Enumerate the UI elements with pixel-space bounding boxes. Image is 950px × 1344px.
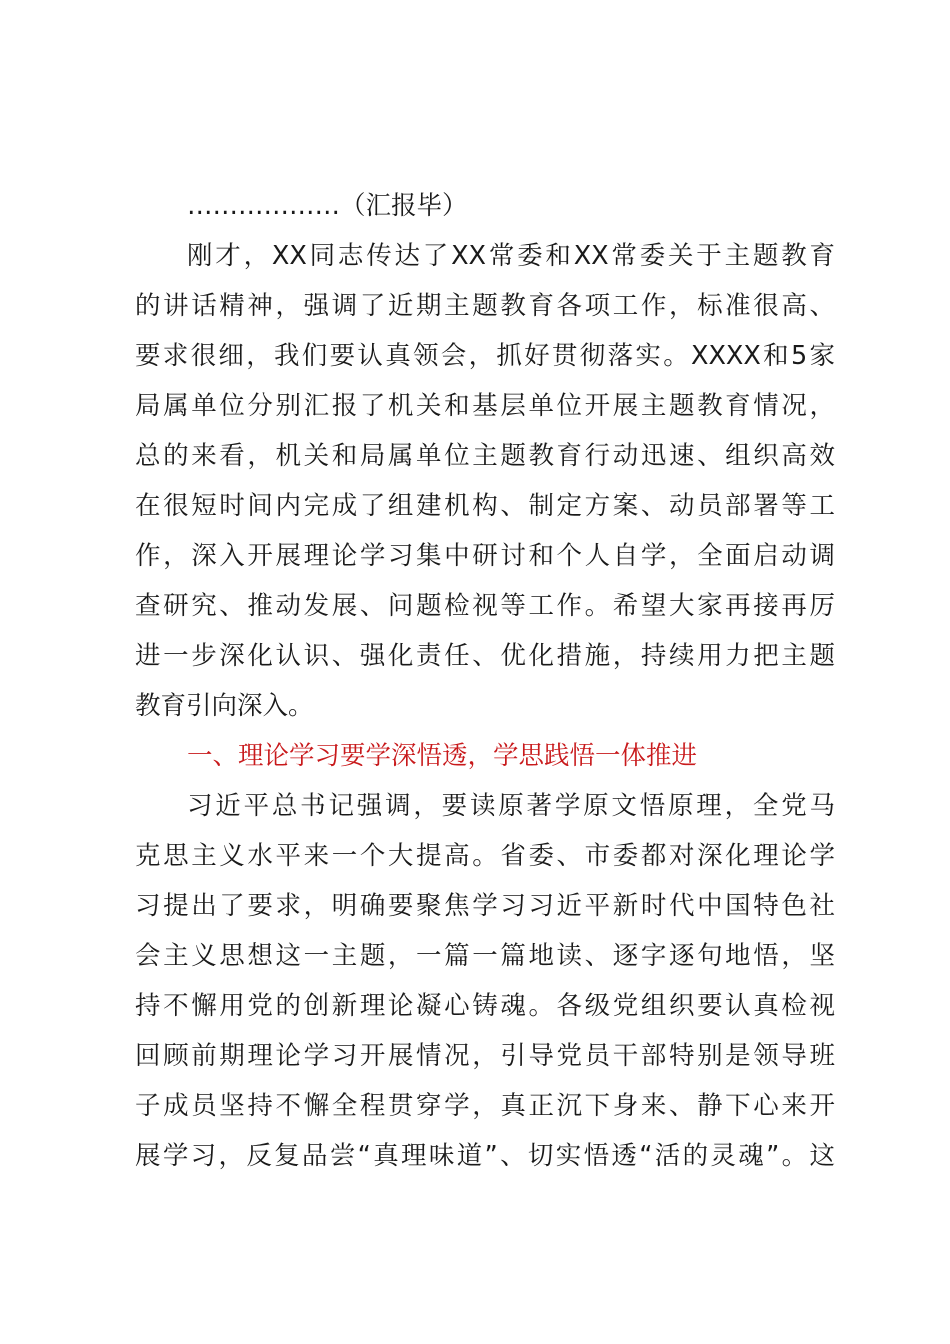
paragraph-line: 在很短时间内完成了组建机构、制定方案、动员部署等工: [135, 491, 835, 521]
paragraph-line: 查研究、推动发展、问题检视等工作。希望大家再接再厉: [135, 591, 835, 621]
paragraph-summary: [135, 231, 835, 731]
paragraph-line: 要求很细，我们要认真领会，抓好贯彻落实。XXXX和5家: [135, 341, 835, 371]
paragraph-line: 习提出了要求，明确要聚焦学习习近平新时代中国特色社: [135, 891, 835, 921]
paragraph-line: 展学习，反复品尝“真理味道”、切实悟透“活的灵魂”。这: [135, 1141, 835, 1171]
closing-line: ………………（汇报毕）: [187, 191, 468, 221]
paragraph-line: 习近平总书记强调，要读原著学原文悟原理，全党马: [187, 791, 835, 821]
paragraph-line: 进一步深化认识、强化责任、优化措施，持续用力把主题: [135, 641, 835, 671]
paragraph-line: 的讲话精神，强调了近期主题教育各项工作，标准很高、: [135, 291, 835, 321]
paragraph-line: 教育引向深入。: [135, 691, 314, 721]
paragraph-line: 局属单位分别汇报了机关和基层单位开展主题教育情况，: [135, 391, 835, 421]
document-body: [135, 181, 835, 1181]
paragraph-line: 回顾前期理论学习开展情况，引导党员干部特别是领导班: [135, 1041, 835, 1071]
section-heading: 一、理论学习要学深悟透，学思践悟一体推进: [187, 741, 698, 771]
paragraph-line: 克思主义水平来一个大提高。省委、市委都对深化理论学: [135, 841, 835, 871]
paragraph-line: 持不懈用党的创新理论凝心铸魂。各级党组织要认真检视: [135, 991, 835, 1021]
paragraph-line: 作，深入开展理论学习集中研讨和个人自学，全面启动调: [135, 541, 835, 571]
paragraph-theory-study: [135, 781, 835, 1181]
paragraph-line: 刚才，XX同志传达了XX常委和XX常委关于主题教育: [187, 241, 835, 271]
paragraph-line: 总的来看，机关和局属单位主题教育行动迅速、组织高效: [135, 441, 835, 471]
paragraph-line: 会主义思想这一主题，一篇一篇地读、逐字逐句地悟，坚: [135, 941, 835, 971]
paragraph-line: 子成员坚持不懈全程贯穿学，真正沉下身来、静下心来开: [135, 1091, 835, 1121]
